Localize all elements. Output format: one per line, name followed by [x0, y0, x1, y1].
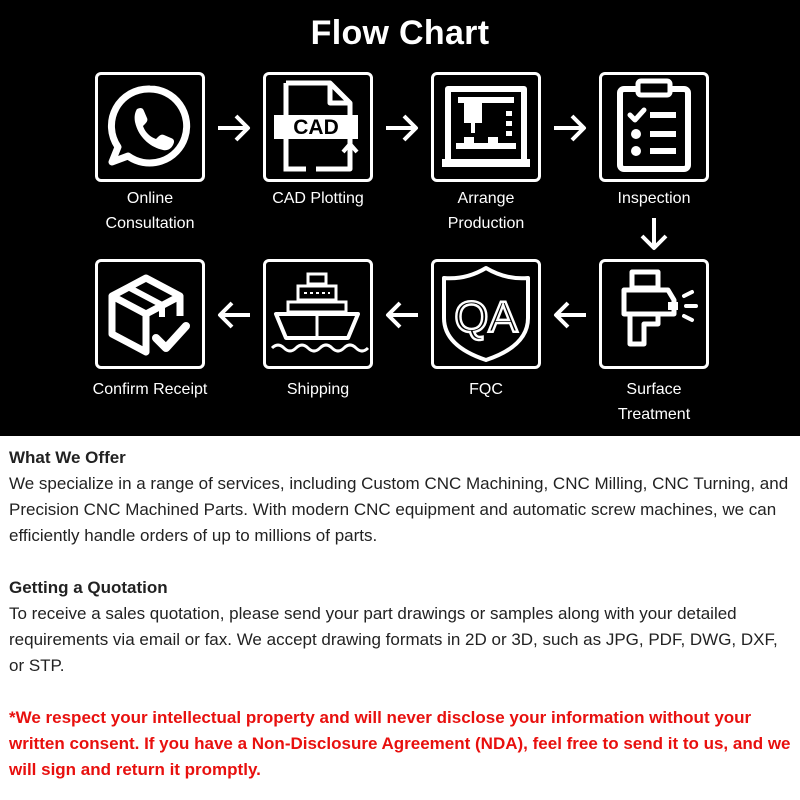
arrow-left-icon: [214, 295, 254, 335]
arrow-right-icon: [550, 108, 590, 148]
quotation-heading: Getting a Quotation: [9, 578, 168, 597]
step-cad-plotting: [263, 72, 373, 182]
step-label-inspection: Inspection: [617, 190, 691, 207]
step-label-arrange-production: Arrange Production: [447, 190, 525, 232]
package-check-icon: [98, 262, 202, 366]
arrow-right-icon: [382, 108, 422, 148]
step-online-consultation: [95, 72, 205, 182]
arrow-down-icon: [634, 214, 674, 254]
whatsapp-icon: [98, 75, 202, 179]
svg-text:QA: QA: [454, 293, 518, 342]
arrow-left-icon: [550, 295, 590, 335]
what-we-offer-body: We specialize in a range of services, including Custom CNC Machining, CNC Milling, CNC Turning, and Precision CNC Machined Parts. With modern CNC equipment and automatic screw machines, we can efficiently handle orders of up to millions of parts.: [9, 474, 789, 545]
ship-icon: [266, 262, 370, 366]
quotation-section: [9, 575, 791, 679]
step-surface-treatment: [599, 259, 709, 369]
what-we-offer-heading: What We Offer: [9, 448, 126, 467]
step-label-confirm-receipt: Confirm Receipt: [92, 381, 208, 398]
what-we-offer-section: [9, 445, 791, 549]
step-arrange-production: [431, 72, 541, 182]
step-label-surface-treatment: Surface Treatment: [617, 381, 691, 423]
flow-chart-title: Flow Chart: [310, 14, 490, 52]
spray-gun-icon: [602, 262, 706, 366]
step-confirm-receipt: [95, 259, 205, 369]
step-label-online-consultation: Online Consultation: [105, 190, 195, 232]
qa-shield-icon: [434, 262, 538, 366]
step-label-shipping: Shipping: [286, 381, 350, 398]
step-shipping: [263, 259, 373, 369]
nda-notice: *We respect your intellectual property and will never disclose your information without your written consent. If you have a Non-Disclosure Agreement (NDA), feel free to send it to us, and we will sign and return it promptly.: [9, 708, 791, 779]
svg-text:CAD: CAD: [293, 116, 339, 139]
cnc-machine-icon: [434, 75, 538, 179]
step-inspection: [599, 72, 709, 182]
cad-file-icon: [266, 75, 370, 179]
arrow-left-icon: [382, 295, 422, 335]
arrow-right-icon: [214, 108, 254, 148]
step-label-cad-plotting: CAD Plotting: [272, 190, 364, 207]
clipboard-checklist-icon: [602, 75, 706, 179]
quotation-body: To receive a sales quotation, please send your part drawings or samples along with your detailed requirements via email or fax. We accept drawing formats in 2D or 3D, such as JPG, PDF, DWG, DXF, or STP.: [9, 604, 778, 675]
step-label-fqc: FQC: [469, 381, 503, 398]
step-fqc: [431, 259, 541, 369]
